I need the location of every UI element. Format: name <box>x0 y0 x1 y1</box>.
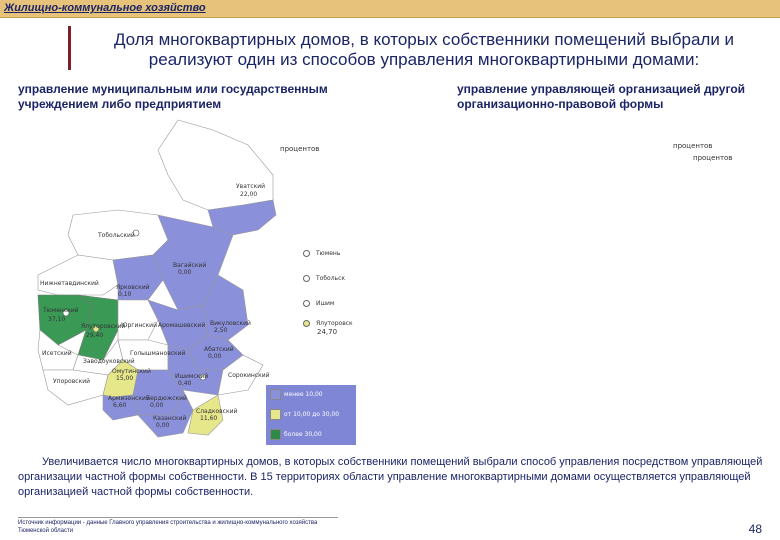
region-label-vagaysky: Вагайский <box>173 262 207 269</box>
city-legend-ishim <box>303 300 334 307</box>
legend-item-mid <box>270 409 339 420</box>
region-label-nizhnetavda: Нижнетавдинский <box>40 280 99 287</box>
source-note: Источник информации - данные Главного управления строительства и жилищно-коммунального хозяйства Тюменской области <box>18 520 318 534</box>
region-value-yarkovsky: 0,10 <box>118 291 132 298</box>
region-value-armizonsky: 6,60 <box>113 402 127 409</box>
region-value-berdyuzhsky: 0,00 <box>150 402 164 409</box>
body-paragraph: Увеличивается число многоквартирных домов, в которых собственники помещений выбрали способ управления посредством управляющей организации частной формы собственности. В 15 территориях области управление многоквартирными домами осуществляется управляющей организацией частной формы собственности. <box>18 456 763 498</box>
region-value-yalutorovsky: 29,40 <box>86 332 104 339</box>
legend-label: менее 10,00 <box>284 391 323 398</box>
region-label-isetsky: Исетский <box>42 350 72 357</box>
region-label-yurginsky: Юргинский <box>121 322 157 329</box>
city-legend-tyumen <box>303 250 340 257</box>
legend-label: более 30,00 <box>284 431 322 438</box>
city-legend-dot <box>303 250 310 257</box>
region-value-tyumensky: 37,10 <box>48 316 66 323</box>
region-label-golyshmanovsky: Голышмановский <box>130 350 186 357</box>
left-map-subtitle: управление муниципальным или государственным учреждением либо предприятием <box>18 82 328 111</box>
city-legend-dot <box>303 320 310 327</box>
region-value-ishimsky: 0,40 <box>178 380 192 387</box>
region-nizhnetavda <box>38 255 118 295</box>
footer-divider <box>18 517 338 518</box>
city-legend-label: Ялуторовск <box>316 320 353 327</box>
right-map-subtitle: управление управляющей организацией другой организационно-правовой формы <box>457 82 746 111</box>
city-legend-label: Ишим <box>316 300 335 307</box>
region-uporovsky <box>43 370 108 405</box>
section-label: Жилищно-коммунальное хозяйство <box>4 2 206 14</box>
region-label-ishimsky: Ишимский <box>175 373 209 380</box>
region-label-vikulovsky: Викуловский <box>210 320 251 327</box>
region-label-tyumensky: Тюменский <box>43 307 79 314</box>
region-label-yarkovsky: Ярковский <box>116 284 150 291</box>
right-map-percent-label-1: процентов <box>673 142 713 150</box>
legend-label: от 10,00 до 30,00 <box>284 411 340 418</box>
region-label-kazansky: Казанский <box>153 415 187 422</box>
legend-swatch <box>270 429 281 440</box>
region-label-uporovsky: Упоровский <box>53 378 90 385</box>
region-value-kazansky: 0,00 <box>156 422 170 429</box>
city-legend-dot <box>303 275 310 282</box>
page-title: Доля многоквартирных домов, в которых собственники помещений выбрали и реализуют один из способов управления многоквартирными домами: <box>113 30 735 69</box>
region-label-berdyuzhsky: Бердюжский <box>146 395 187 402</box>
city-legend-dot <box>303 300 310 307</box>
region-label-sorokinsky: Сорокинский <box>228 372 270 379</box>
region-label-omutinsky: Омутинский <box>112 368 151 375</box>
region-value-vagaysky: 0,00 <box>178 269 192 276</box>
region-label-tobolsky: Тобольский <box>98 232 135 239</box>
legend-swatch <box>270 389 281 400</box>
header-divider <box>0 17 780 18</box>
legend-swatch <box>270 409 281 420</box>
page-number: 48 <box>748 522 762 536</box>
right-map-percent-label-2: процентов <box>693 154 733 162</box>
legend-item-high <box>270 429 322 440</box>
region-value-omutinsky: 15,00 <box>116 375 134 382</box>
city-legend-value: 24,70 <box>317 328 338 336</box>
region-value-sladkovsky: 11,60 <box>200 415 218 422</box>
legend-item-low <box>270 389 323 400</box>
region-label-armizonsky: Армизонский <box>108 395 150 402</box>
region-label-sladkovsky: Сладковский <box>196 408 238 415</box>
region-label-uvatsky: Уватский <box>236 183 266 190</box>
city-legend-tobolsk <box>303 275 345 282</box>
title-accent-rule <box>68 26 71 70</box>
region-value-abatsky: 0,00 <box>208 353 222 360</box>
region-value-vikulovsky: 2,50 <box>214 327 228 334</box>
region-label-aromashevsky: Аромашевский <box>158 322 206 329</box>
region-label-abatsky: Абатский <box>204 346 234 353</box>
region-label-yalutorovsky: Ялуторовский <box>81 323 126 330</box>
city-legend-yalutorovsk <box>303 320 353 327</box>
city-legend-label: Тобольск <box>316 275 346 282</box>
city-legend-label: Тюмень <box>316 250 341 257</box>
region-label-zavodoukovsky: Заводоуковский <box>83 358 135 365</box>
region-value-uvatsky: 22,00 <box>240 191 258 198</box>
left-map-percent-label: процентов <box>280 145 320 153</box>
